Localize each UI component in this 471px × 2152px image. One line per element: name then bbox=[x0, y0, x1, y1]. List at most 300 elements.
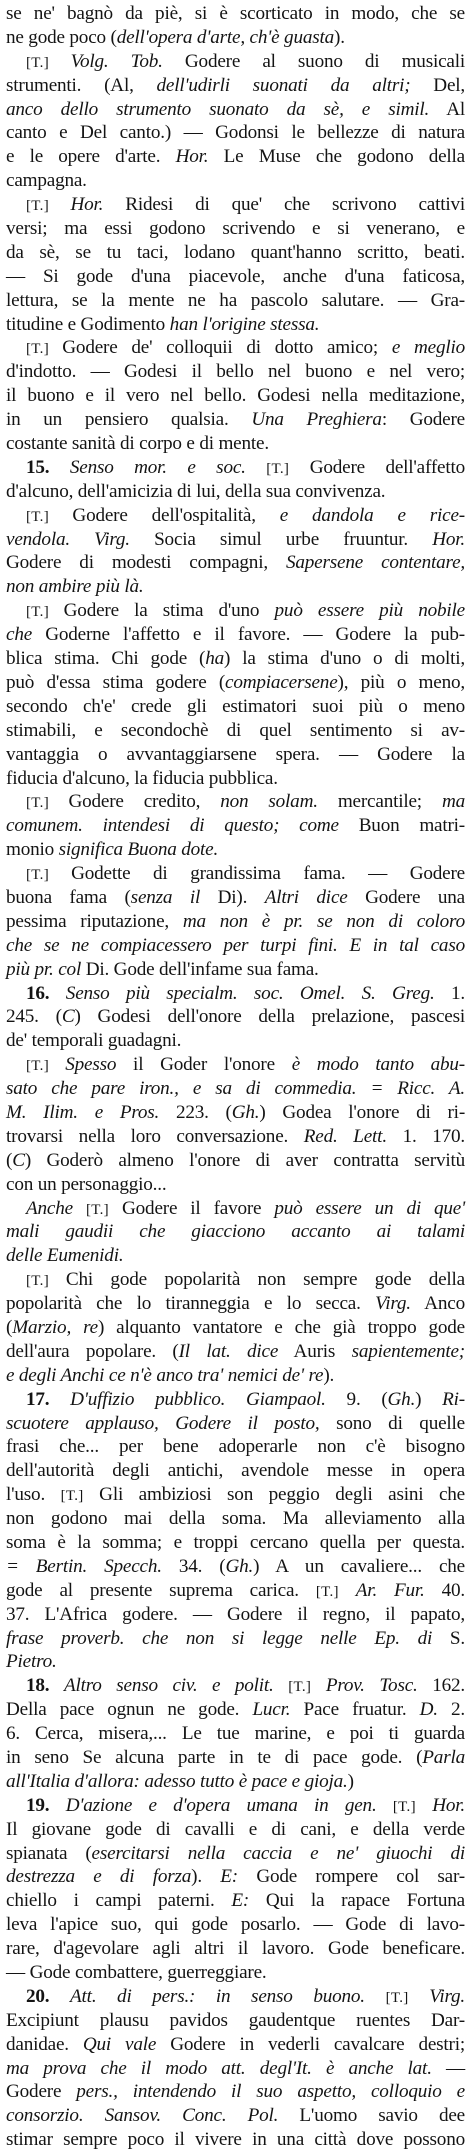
text-line bbox=[6, 671, 465, 695]
text-line bbox=[6, 1364, 465, 1388]
text-run: stimabili, e secondochè di quel sentimento si av- bbox=[6, 719, 465, 741]
text-run: comunem. intendesi di questo; come bbox=[6, 815, 339, 837]
text-line bbox=[6, 1531, 465, 1555]
text-run: danidae. bbox=[6, 2033, 83, 2055]
text-run: Senso mor. e soc. bbox=[69, 456, 246, 478]
text-run: Il giovane gode di cavalli e di cani, e della verde bbox=[6, 1818, 465, 1840]
text-run: ), più o meno, bbox=[337, 671, 465, 693]
text-run: Marzio, re bbox=[12, 1316, 98, 1338]
tommaseo-marker: [T.] bbox=[26, 1273, 66, 1290]
text-line bbox=[6, 1937, 465, 1961]
section-number: 20. bbox=[26, 1985, 71, 2007]
text-run: il Goder l'onore bbox=[116, 1054, 292, 1076]
text-run bbox=[274, 1675, 289, 1696]
text-run bbox=[409, 1986, 430, 2007]
text-line bbox=[6, 169, 465, 193]
text-run: delle Eumenidi. bbox=[6, 1245, 124, 1267]
text-line bbox=[6, 1220, 465, 1244]
text-run: strumenti. (Al, bbox=[6, 74, 157, 96]
text-run: Godere al suono di musicali bbox=[162, 50, 465, 72]
text-run: rare, d'agevolare agli altri il lavoro. Gode beneficare. bbox=[6, 1938, 465, 1960]
text-run: Le Muse che godono della bbox=[208, 146, 465, 168]
text-line bbox=[6, 456, 465, 480]
text-run: Virg. bbox=[375, 1293, 411, 1315]
text-run: vantaggia o avvantaggiarsene spera. — Godere la bbox=[6, 743, 465, 765]
text-run: Ri- bbox=[442, 1388, 465, 1410]
text-line bbox=[6, 1125, 465, 1149]
text-run: 34. ( bbox=[161, 1555, 226, 1577]
text-run: E: bbox=[231, 1890, 250, 1912]
text-run: fiducia d'alcuno, la fiducia pubblica. bbox=[6, 767, 278, 789]
text-run bbox=[73, 1198, 86, 1219]
text-run: ( bbox=[6, 1149, 13, 1171]
text-run: ) Godesi dell'onore della prelazione, pascesi bbox=[74, 1006, 465, 1028]
text-run: consorzio. Sansov. Conc. Pol. bbox=[6, 2105, 279, 2127]
text-run: il buono e il vero nel bello. Godesi nella meditazione, bbox=[6, 385, 465, 407]
text-run: in seno Se alcuna parte in te di pace gode. ( bbox=[6, 1747, 423, 1769]
text-run: frase proverb. che non si legge nelle Ep. di bbox=[6, 1627, 433, 1649]
text-line bbox=[6, 2080, 465, 2104]
text-run: destrezza e di forza bbox=[6, 1866, 192, 1888]
text-line bbox=[6, 862, 465, 886]
tommaseo-marker: [T.] bbox=[392, 1798, 416, 1815]
text-run: che bbox=[6, 624, 33, 646]
text-run: sapientemente; bbox=[351, 1340, 465, 1362]
text-run: 2. bbox=[437, 1699, 465, 1721]
section-number: 17. bbox=[26, 1388, 71, 1410]
text-run: Auris bbox=[278, 1340, 352, 1362]
text-line bbox=[6, 1197, 465, 1221]
text-run: D'azione e d'opera umana in gen. bbox=[65, 1794, 377, 1816]
text-run: Hor. bbox=[432, 528, 465, 550]
text-run: Godere credito, bbox=[68, 791, 221, 813]
text-run: esercitarsi nella caccia e ne' giuochi di bbox=[91, 1842, 465, 1864]
text-line bbox=[6, 217, 465, 241]
text-run: Una Preghiera bbox=[251, 409, 382, 431]
text-run: Gli ambiziosi son peggio degli asini che bbox=[83, 1484, 465, 1506]
text-run: da sè, se tu taci, lodano quant'hanno scritto, beati. bbox=[6, 241, 465, 263]
text-run: Della pace ognun ne gode. bbox=[6, 1699, 253, 1721]
text-run: Gh. bbox=[387, 1388, 416, 1410]
text-run: Virg. bbox=[94, 528, 130, 550]
text-run: : Godere bbox=[381, 409, 465, 431]
text-line bbox=[6, 2057, 465, 2081]
text-run: = Bertin. Specch. bbox=[6, 1555, 162, 1577]
section-number: 18. bbox=[26, 1675, 64, 1697]
text-line bbox=[6, 814, 465, 838]
text-run: secondo ch'e' crede gli estimatori suoi più o meno bbox=[6, 695, 465, 717]
text-line bbox=[6, 1985, 465, 2009]
text-line bbox=[6, 432, 465, 456]
text-run: Att. di pers.: in senso buono. bbox=[70, 1985, 365, 2007]
text-line bbox=[6, 1579, 465, 1603]
text-run: Anche bbox=[26, 1197, 73, 1219]
text-run bbox=[365, 1986, 386, 2007]
text-line bbox=[6, 1340, 465, 1364]
text-line bbox=[6, 1722, 465, 1746]
text-line bbox=[6, 790, 465, 814]
text-run: ) alquanto vantatore e che già troppo gode bbox=[97, 1316, 465, 1338]
text-run: versi; ma essi godono scrivendo e si venerano, e bbox=[6, 218, 465, 240]
text-run: senza il bbox=[130, 886, 201, 908]
text-run bbox=[311, 1675, 326, 1696]
text-run: pessima riputazione, bbox=[6, 910, 183, 932]
text-run: blica stima. Chi gode ( bbox=[6, 648, 206, 670]
text-run: Godere il favore bbox=[108, 1197, 275, 1219]
text-line bbox=[6, 1149, 465, 1173]
text-run: campagna. bbox=[6, 170, 87, 192]
text-run: Buon matri- bbox=[338, 815, 465, 837]
text-line bbox=[6, 1627, 465, 1651]
text-run: E: bbox=[220, 1866, 238, 1888]
text-run: Altro senso civ. e polit. bbox=[63, 1675, 274, 1697]
text-line bbox=[6, 1483, 465, 1507]
text-run: sono di quelle bbox=[319, 1412, 465, 1434]
text-run: Chi gode popolarità non sempre gode della bbox=[65, 1269, 465, 1291]
text-run: ne gode poco ( bbox=[6, 26, 117, 48]
text-line bbox=[6, 193, 465, 217]
tommaseo-marker: [T.] bbox=[26, 54, 71, 71]
text-run: Godere dell'affetto bbox=[289, 456, 466, 478]
text-run: D'uffizio pubblico. Giampaol. bbox=[70, 1388, 326, 1410]
text-line bbox=[6, 910, 465, 934]
text-run bbox=[377, 1795, 393, 1816]
text-run: dell'udirli suonati da altri; bbox=[156, 74, 411, 96]
text-line bbox=[6, 480, 465, 504]
text-run: 6. Cerca, misera,... Le tue marine, e poi ti guarda bbox=[6, 1723, 465, 1745]
text-run: non solam. bbox=[220, 791, 318, 813]
text-line bbox=[6, 1173, 465, 1197]
text-run: può essere più nobile bbox=[274, 600, 465, 622]
text-run: Godette di grandissima fama. — Godere bbox=[71, 863, 465, 885]
text-run: Sapersene contentare, bbox=[285, 552, 466, 574]
text-run: in un pensiero qualsia. bbox=[6, 409, 252, 431]
text-line bbox=[6, 528, 465, 552]
text-run: e le opere d'arte. bbox=[6, 146, 176, 168]
text-run: costante sanità di corpo e di mente. bbox=[6, 433, 269, 455]
text-line bbox=[6, 958, 465, 982]
text-line bbox=[6, 695, 465, 719]
text-run: ) A un cavaliere... che bbox=[253, 1555, 465, 1577]
text-line bbox=[6, 1650, 465, 1674]
tommaseo-marker: [T.] bbox=[315, 1583, 339, 1600]
text-line bbox=[6, 551, 465, 575]
text-run: Pietro. bbox=[6, 1651, 57, 1673]
text-run: frasi che... per bene adoperarle non c'è bisogno bbox=[6, 1436, 465, 1458]
text-line bbox=[6, 743, 465, 767]
text-run: Pace fruatur. bbox=[290, 1699, 420, 1721]
section-number: 15. bbox=[26, 456, 70, 478]
text-line bbox=[6, 1435, 465, 1459]
tommaseo-marker: [T.] bbox=[26, 795, 69, 812]
text-run: 1. 170. bbox=[386, 1125, 466, 1147]
text-run: Ar. Fur. bbox=[355, 1579, 425, 1601]
text-run: — Si gode d'una piacevole, anche d'una faticosa, bbox=[6, 265, 465, 287]
text-run: e degli Anchi ce n'è anco tra' nemici de' re bbox=[6, 1364, 324, 1386]
text-line bbox=[6, 313, 465, 337]
text-run bbox=[70, 529, 94, 550]
text-run bbox=[339, 1580, 356, 1601]
text-run: S. bbox=[432, 1627, 465, 1649]
text-run: M. Ilim. e Pros. bbox=[6, 1101, 160, 1123]
text-run: ha bbox=[205, 648, 225, 670]
text-run: canto e Del canto.) — Godonsi le bellezze di natura bbox=[6, 122, 465, 144]
text-line bbox=[6, 1244, 465, 1268]
text-line bbox=[6, 1842, 465, 1866]
section-number: 19. bbox=[26, 1794, 66, 1816]
text-run: all'Italia d'allora: adesso tutto è pace e gioja. bbox=[6, 1770, 348, 1792]
tommaseo-marker: [T.] bbox=[266, 460, 290, 477]
text-run: ( bbox=[6, 1316, 13, 1338]
text-run: Hor. bbox=[70, 194, 104, 216]
text-run: Goderne l'affetto e il favore. — Godere la pub- bbox=[32, 624, 465, 646]
text-run: 162. bbox=[417, 1675, 465, 1697]
text-run: — Gode combattere, guerreggiare. bbox=[6, 1962, 267, 1984]
text-line bbox=[6, 719, 465, 743]
text-run: Gh. bbox=[225, 1555, 254, 1577]
tommaseo-marker: [T.] bbox=[26, 508, 73, 525]
text-run: Hor. bbox=[175, 146, 209, 168]
text-run: ) la stima d'uno o di molti, bbox=[224, 648, 465, 670]
text-line bbox=[6, 26, 465, 50]
text-run: Socia simul urbe fruuntur. bbox=[129, 528, 433, 550]
tommaseo-marker: [T.] bbox=[60, 1488, 84, 1505]
text-run: ma bbox=[441, 791, 465, 813]
text-run: scuotere applauso, Godere il posto, bbox=[6, 1412, 320, 1434]
tommaseo-marker: [T.] bbox=[385, 1989, 409, 2006]
text-run: ma prova che il modo att. degl'It. è anche lat. bbox=[6, 2057, 432, 2079]
text-line bbox=[6, 1029, 465, 1053]
text-run: Di). bbox=[200, 886, 265, 908]
text-run: e meglio bbox=[391, 337, 465, 359]
text-run: Red. Lett. bbox=[303, 1125, 387, 1147]
text-run: l'uso. bbox=[6, 1484, 61, 1506]
text-run: Altri dice bbox=[264, 886, 348, 908]
text-line bbox=[6, 934, 465, 958]
text-line bbox=[6, 289, 465, 313]
text-run: sato che pare iron., e sa di commedia. = Ricc. A. bbox=[6, 1078, 465, 1100]
tommaseo-marker: [T.] bbox=[26, 867, 72, 884]
text-run bbox=[416, 1795, 432, 1816]
text-line bbox=[6, 74, 465, 98]
text-line bbox=[6, 1005, 465, 1029]
text-line bbox=[6, 1674, 465, 1698]
text-run: 40. bbox=[424, 1579, 465, 1601]
section-number: 16. bbox=[26, 982, 66, 1004]
text-run: vendola. bbox=[6, 528, 70, 550]
text-run: Il lat. dice bbox=[178, 1340, 279, 1362]
text-line bbox=[6, 98, 465, 122]
text-run: dell'opera d'arte, ch'è guasta bbox=[116, 26, 335, 48]
text-line bbox=[6, 384, 465, 408]
tommaseo-marker: [T.] bbox=[85, 1201, 109, 1218]
text-run: se ne' bagnò da piè, si è scorticato in modo, che se bbox=[6, 3, 465, 24]
tommaseo-marker: [T.] bbox=[26, 1058, 66, 1075]
text-run: significa Buona dote. bbox=[58, 839, 219, 861]
text-run: Volg. Tob. bbox=[70, 50, 163, 72]
text-run: Godere una bbox=[347, 886, 465, 908]
text-run: Prov. Tosc. bbox=[325, 1675, 418, 1697]
text-run: lettura, se la mente ne ha pascolo salutare. — Gra- bbox=[6, 289, 465, 311]
text-line bbox=[6, 1101, 465, 1125]
text-line bbox=[6, 982, 465, 1006]
text-run: gode al presente suprema carica. bbox=[6, 1579, 316, 1601]
text-line bbox=[6, 1316, 465, 1340]
text-line bbox=[6, 1292, 465, 1316]
text-run: spianata ( bbox=[6, 1842, 92, 1864]
text-run: 37. L'Africa godere. — Godere il regno, il papato, bbox=[6, 1603, 465, 1625]
text-run: può essere un di que' bbox=[274, 1197, 465, 1219]
text-run: chiello i campi paterni. bbox=[6, 1890, 232, 1912]
text-run: ma non è pr. se non di coloro bbox=[182, 910, 465, 932]
text-run: pers., intendendo il suo aspetto, colloquio e bbox=[76, 2081, 465, 2103]
tommaseo-marker: [T.] bbox=[288, 1679, 312, 1696]
text-line bbox=[6, 1961, 465, 1985]
text-run: C bbox=[12, 1149, 25, 1171]
text-line bbox=[6, 767, 465, 791]
text-run: ). bbox=[191, 1866, 221, 1888]
text-run: mali gaudii che giacciono accanto ai talami bbox=[6, 1221, 465, 1243]
text-run: ) bbox=[415, 1388, 443, 1410]
text-run: mercantile; bbox=[317, 791, 442, 813]
text-line bbox=[6, 886, 465, 910]
text-run: 9. ( bbox=[325, 1388, 388, 1410]
text-run bbox=[246, 457, 266, 478]
text-run: Lucr. bbox=[252, 1699, 291, 1721]
text-line bbox=[6, 121, 465, 145]
text-line bbox=[6, 2, 465, 26]
text-run: Godere dell'ospitalità, bbox=[72, 504, 280, 526]
text-line bbox=[6, 1388, 465, 1412]
text-line bbox=[6, 647, 465, 671]
text-line bbox=[6, 1459, 465, 1483]
text-line bbox=[6, 1746, 465, 1770]
text-run: è modo tanto abu- bbox=[291, 1054, 465, 1076]
text-line bbox=[6, 408, 465, 432]
text-run: buona fama ( bbox=[6, 886, 131, 908]
text-run: soma è la somma; e troppi cercano quella per questa. bbox=[6, 1532, 465, 1553]
text-line bbox=[6, 1053, 465, 1077]
text-run: Godere bbox=[6, 2081, 77, 2103]
text-line bbox=[6, 2033, 465, 2057]
text-line bbox=[6, 2128, 465, 2152]
text-run: Al bbox=[429, 98, 465, 120]
text-line bbox=[6, 1077, 465, 1101]
text-run: — bbox=[431, 2057, 465, 2079]
text-run: Anco bbox=[410, 1293, 465, 1315]
text-run: Ridesi di que' che scrivono cattivi bbox=[103, 194, 466, 216]
text-line bbox=[6, 575, 465, 599]
text-run: Godere la stima d'uno bbox=[63, 600, 275, 622]
text-run: de' temporali guadagni. bbox=[6, 1030, 182, 1052]
text-run: e dandola e rice- bbox=[279, 504, 465, 526]
text-line bbox=[6, 2009, 465, 2033]
text-run: Godere di modesti compagni, bbox=[6, 552, 286, 574]
text-run: non godono mai della soma. Ma alleviamento alla bbox=[6, 1508, 465, 1530]
text-run: dell'autorità degli antichi, avendole messe in opera bbox=[6, 1460, 465, 1482]
text-line bbox=[6, 1698, 465, 1722]
text-run: han l'origine stessa. bbox=[169, 313, 320, 335]
text-line bbox=[6, 336, 465, 360]
text-line bbox=[6, 360, 465, 384]
text-run: ). bbox=[323, 1364, 335, 1386]
text-line bbox=[6, 50, 465, 74]
text-run: leva l'apice suo, qui gode posarlo. — Gode di lavo- bbox=[6, 1914, 465, 1936]
text-run: 223. ( bbox=[159, 1101, 232, 1123]
text-run: non ambire più là. bbox=[6, 576, 144, 598]
text-run: 245. ( bbox=[6, 1006, 62, 1028]
text-run: Parla bbox=[422, 1747, 465, 1769]
text-run: Godere de' colloquii di dotto amico; bbox=[62, 337, 392, 359]
text-line bbox=[6, 265, 465, 289]
text-run: Qui la rapace Fortuna bbox=[249, 1890, 465, 1912]
text-run: Gh. bbox=[231, 1101, 260, 1123]
text-run: titudine e Godimento bbox=[6, 313, 170, 335]
text-run: con un personaggio... bbox=[6, 1173, 167, 1195]
text-run: Godere in vederli cavalcare destri; bbox=[156, 2033, 465, 2055]
text-line bbox=[6, 1507, 465, 1531]
text-run: monio bbox=[6, 839, 59, 861]
text-line bbox=[6, 241, 465, 265]
text-run: Excipiunt plausu pavidos gaudentque ruentes Dar- bbox=[6, 2009, 465, 2031]
text-run: D. bbox=[419, 1699, 438, 1721]
text-run: d'indotto. — Godesi il bello nel buono e nel vero; bbox=[6, 361, 465, 383]
text-run: Di. Gode dell'infame sua fama. bbox=[81, 958, 319, 980]
text-line bbox=[6, 1913, 465, 1937]
text-run: L'uomo savio dee bbox=[278, 2105, 465, 2127]
text-line bbox=[6, 1794, 465, 1818]
tommaseo-marker: [T.] bbox=[26, 341, 63, 358]
text-line bbox=[6, 1770, 465, 1794]
text-line bbox=[6, 838, 465, 862]
text-run: Virg. bbox=[429, 1985, 465, 2007]
text-run: dell'aura popolare. ( bbox=[6, 1340, 179, 1362]
tommaseo-marker: [T.] bbox=[26, 198, 71, 215]
text-line bbox=[6, 1865, 465, 1889]
text-run: popolarità che lo tiranneggia e lo secca. bbox=[6, 1293, 376, 1315]
tommaseo-marker: [T.] bbox=[26, 604, 64, 621]
text-run: più pr. col bbox=[6, 958, 82, 980]
text-run: può d'essa stima godere ( bbox=[6, 671, 226, 693]
text-run: Hor. bbox=[432, 1794, 465, 1816]
text-run: Spesso bbox=[65, 1054, 117, 1076]
text-line bbox=[6, 599, 465, 623]
text-run: ) Goderò almeno l'onore di aver contratta servitù bbox=[24, 1149, 465, 1171]
text-line bbox=[6, 1889, 465, 1913]
text-run: 1. bbox=[434, 982, 465, 1004]
text-run: trovarsi nella loro conversazione. bbox=[6, 1125, 304, 1147]
text-line bbox=[6, 1412, 465, 1436]
text-line bbox=[6, 623, 465, 647]
text-run: Gode rompere col sar- bbox=[238, 1866, 465, 1888]
text-run: compiacersene bbox=[225, 671, 338, 693]
text-line bbox=[6, 145, 465, 169]
text-line bbox=[6, 2104, 465, 2128]
text-run: ) bbox=[347, 1770, 354, 1792]
text-line bbox=[6, 1268, 465, 1292]
text-run: d'alcuno, dell'amicizia di lui, della sua convivenza. bbox=[6, 480, 386, 502]
text-line bbox=[6, 1555, 465, 1579]
text-run: Del, bbox=[410, 74, 465, 96]
text-run: Qui vale bbox=[82, 2033, 157, 2055]
text-line bbox=[6, 504, 465, 528]
text-run: ). bbox=[334, 26, 345, 48]
text-run: stimar sempre poco il vivere in una città dove possono bbox=[6, 2129, 465, 2151]
text-run: C bbox=[61, 1006, 75, 1028]
text-run: ) Godea l'onore di ri- bbox=[259, 1101, 466, 1123]
text-line bbox=[6, 1818, 465, 1842]
text-line bbox=[6, 1603, 465, 1627]
